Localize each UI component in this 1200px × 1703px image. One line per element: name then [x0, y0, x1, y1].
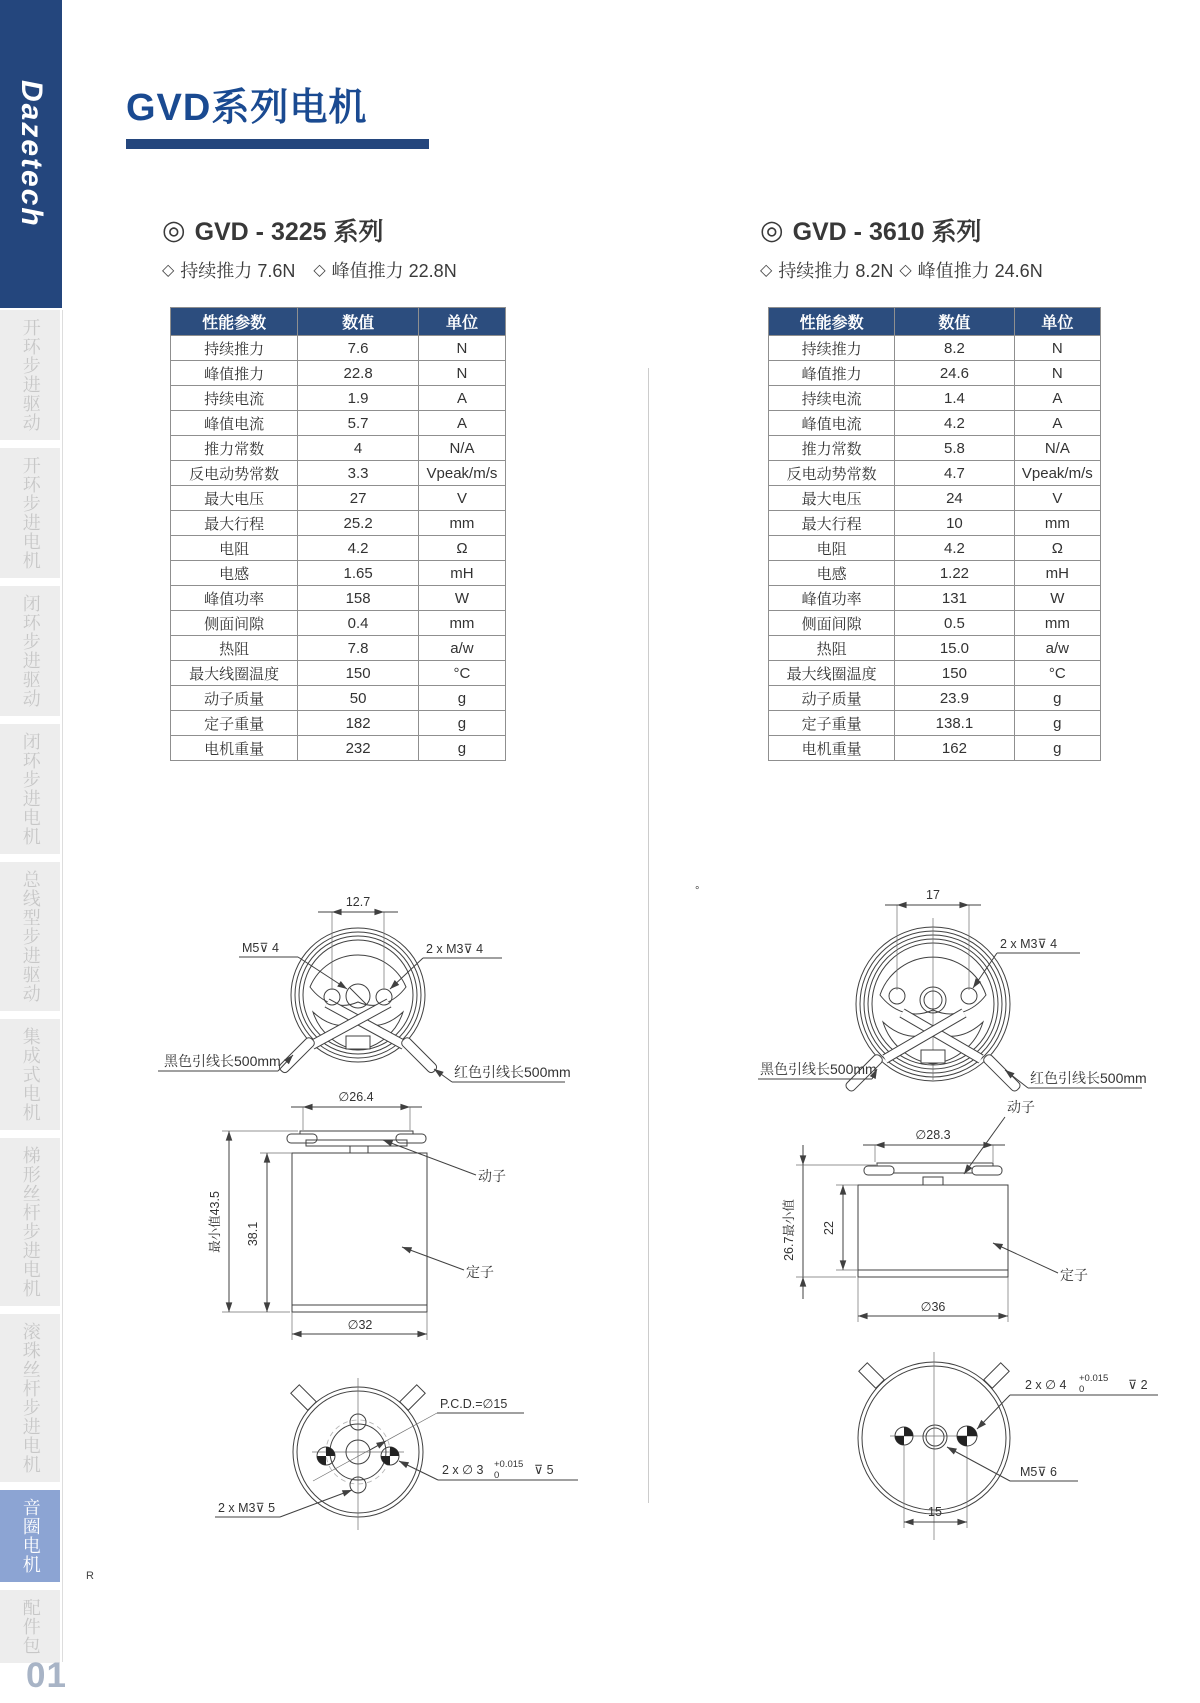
param-unit: W [1014, 586, 1100, 611]
param-unit: mm [1014, 611, 1100, 636]
bottom-view-dimensions [904, 1373, 1158, 1522]
bullet-continuous-force: 持续推力 7.6N [180, 261, 296, 281]
sidebar-item[interactable] [0, 1490, 60, 1582]
sidebar-item[interactable] [0, 310, 60, 440]
param-value: 4.2 [895, 536, 1015, 561]
section-header-gvd-3610 [760, 212, 1043, 283]
label-stator: 定子 [466, 1264, 494, 1280]
bullet-continuous-force: 持续推力 8.2N [778, 261, 894, 281]
col-header-unit: 单位 [1014, 308, 1100, 336]
param-unit: V [418, 486, 505, 511]
param-unit: Vpeak/m/s [1014, 461, 1100, 486]
dim-mover-diameter: ∅26.4 [338, 1090, 374, 1104]
spec-header-row [769, 308, 1101, 336]
spec-row [769, 711, 1101, 736]
param-name: 最大行程 [769, 511, 895, 536]
label-black-wire: 黑色引线长500mm [760, 1061, 877, 1077]
param-unit: N [1014, 361, 1100, 386]
param-name: 最大行程 [171, 511, 298, 536]
label-tolerance-lower: 0 [494, 1470, 500, 1481]
spec-row [769, 336, 1101, 361]
param-unit: g [1014, 736, 1100, 761]
label-red-wire: 红色引线长500mm [454, 1064, 571, 1080]
bullseye-icon: ◎ [760, 214, 784, 245]
param-unit: A [418, 411, 505, 436]
param-unit: mm [418, 511, 505, 536]
spec-row [769, 436, 1101, 461]
sidebar-item-label: 集成式电机 [20, 1027, 41, 1122]
param-name: 最大线圈温度 [171, 661, 298, 686]
page-number: 01 [26, 1656, 67, 1695]
technical-drawing-gvd-3610 [680, 840, 1180, 1560]
sidebar-item[interactable] [0, 1138, 60, 1306]
dim-body-height: 22 [822, 1221, 836, 1235]
brand-logo-strip [0, 0, 62, 308]
spec-row [769, 511, 1101, 536]
diamond-icon: ◇ [313, 262, 326, 279]
label-tolerance-lower: 0 [1079, 1384, 1085, 1395]
param-unit: mm [1014, 511, 1100, 536]
label-stator: 定子 [1060, 1267, 1088, 1283]
param-name: 持续推力 [769, 336, 895, 361]
spec-row [769, 611, 1101, 636]
param-value: 158 [298, 586, 419, 611]
sidebar-item-label: 配件包 [20, 1598, 41, 1655]
top-view [278, 928, 438, 1074]
spec-row [171, 711, 506, 736]
param-value: 4.2 [895, 411, 1015, 436]
param-value: 7.6 [298, 336, 419, 361]
param-name: 电机重量 [171, 736, 298, 761]
param-unit: mH [418, 561, 505, 586]
sidebar-item[interactable] [0, 1314, 60, 1482]
sidebar-item-label: 开环步进电机 [20, 456, 41, 570]
spec-row [769, 586, 1101, 611]
col-header-value: 数值 [895, 308, 1015, 336]
param-value: 0.4 [298, 611, 419, 636]
param-name: 最大线圈温度 [769, 661, 895, 686]
sidebar-item[interactable] [0, 448, 60, 578]
label-hole-depth: ⊽ 2 [1128, 1378, 1148, 1392]
sidebar-item[interactable] [0, 586, 60, 716]
param-unit: N/A [418, 436, 505, 461]
side-view [858, 1163, 1008, 1277]
param-value: 24 [895, 486, 1015, 511]
param-name: 峰值推力 [769, 361, 895, 386]
col-header-parameter: 性能参数 [171, 308, 298, 336]
param-name: 持续电流 [769, 386, 895, 411]
param-name: 峰值电流 [171, 411, 298, 436]
spec-row [769, 486, 1101, 511]
spec-row [171, 536, 506, 561]
param-value: 4 [298, 436, 419, 461]
param-unit: Ω [1014, 536, 1100, 561]
param-name: 定子重量 [769, 711, 895, 736]
param-name: 电机重量 [769, 736, 895, 761]
param-name: 峰值电流 [769, 411, 895, 436]
label-m3-thread: 2 x M3⊽ 4 [426, 942, 484, 956]
param-name: 持续推力 [171, 336, 298, 361]
dim-mount-spacing: 17 [926, 888, 940, 902]
param-value: 1.22 [895, 561, 1015, 586]
param-name: 推力常数 [769, 436, 895, 461]
label-mover: 动子 [478, 1168, 506, 1184]
param-unit: g [418, 736, 505, 761]
param-value: 150 [298, 661, 419, 686]
dim-stator-diameter: ∅36 [920, 1300, 946, 1314]
param-name: 最大电压 [769, 486, 895, 511]
sidebar-divider [62, 310, 63, 1662]
param-value: 23.9 [895, 686, 1015, 711]
param-name: 峰值推力 [171, 361, 298, 386]
spec-row [171, 461, 506, 486]
bottom-view [291, 1378, 437, 1530]
spec-row [171, 511, 506, 536]
label-black-wire: 黑色引线长500mm [164, 1053, 281, 1069]
param-name: 电阻 [769, 536, 895, 561]
param-unit: mH [1014, 561, 1100, 586]
param-name: 侧面间隙 [171, 611, 298, 636]
sidebar-item-label: 梯形丝杆步进电机 [20, 1146, 41, 1298]
sidebar-item[interactable] [0, 724, 60, 854]
diamond-icon: ◇ [899, 262, 912, 279]
param-unit: a/w [418, 636, 505, 661]
spec-row [171, 561, 506, 586]
param-name: 持续电流 [171, 386, 298, 411]
param-unit: a/w [1014, 636, 1100, 661]
param-unit: N [418, 361, 505, 386]
param-name: 动子质量 [171, 686, 298, 711]
param-name: 峰值功率 [171, 586, 298, 611]
label-red-wire: 红色引线长500mm [1030, 1070, 1147, 1086]
param-value: 10 [895, 511, 1015, 536]
param-value: 138.1 [895, 711, 1015, 736]
param-name: 推力常数 [171, 436, 298, 461]
spec-row [171, 436, 506, 461]
param-unit: °C [1014, 661, 1100, 686]
stray-mark-dot: ° [695, 885, 700, 897]
param-value: 232 [298, 736, 419, 761]
spec-row [769, 736, 1101, 761]
spec-row [171, 611, 506, 636]
col-header-unit: 单位 [418, 308, 505, 336]
spec-row [769, 361, 1101, 386]
param-value: 3.3 [298, 461, 419, 486]
spec-row [769, 636, 1101, 661]
param-unit: V [1014, 486, 1100, 511]
param-value: 25.2 [298, 511, 419, 536]
param-name: 电阻 [171, 536, 298, 561]
bullet-peak-force: 峰值推力 24.6N [917, 261, 1043, 281]
dim-total-height-min: 26.7最小值 [782, 1199, 796, 1261]
param-unit: g [1014, 711, 1100, 736]
sidebar-item-label: 闭环步进驱动 [20, 594, 41, 708]
label-m3-bottom: 2 x M3⊽ 5 [218, 1501, 276, 1515]
col-header-value: 数值 [298, 308, 419, 336]
dim-total-height-min: 最小值43.5 [208, 1191, 222, 1253]
spec-table-gvd-3610 [768, 307, 1101, 761]
param-value: 24.6 [895, 361, 1015, 386]
param-name: 热阻 [171, 636, 298, 661]
param-value: 5.7 [298, 411, 419, 436]
param-value: 150 [895, 661, 1015, 686]
title-underline-bar [126, 139, 429, 149]
param-unit: g [1014, 686, 1100, 711]
param-name: 动子质量 [769, 686, 895, 711]
spec-row [171, 386, 506, 411]
spec-row [769, 661, 1101, 686]
series-title: GVD - 3225 系列 [194, 218, 384, 246]
param-value: 7.8 [298, 636, 419, 661]
param-name: 热阻 [769, 636, 895, 661]
label-dowel-holes: 2 x ∅ 4 [1025, 1378, 1067, 1392]
side-view-dimensions [207, 1090, 506, 1340]
dim-mount-spacing: 12.7 [345, 895, 371, 909]
param-unit: A [1014, 411, 1100, 436]
param-value: 4.2 [298, 536, 419, 561]
technical-drawing-gvd-3225 [150, 840, 620, 1540]
param-value: 4.7 [895, 461, 1015, 486]
bullet-peak-force: 峰值推力 22.8N [331, 261, 457, 281]
param-name: 反电动势常数 [171, 461, 298, 486]
param-value: 162 [895, 736, 1015, 761]
label-dowel-holes: 2 x ∅ 3 [442, 1463, 484, 1477]
spec-header-row [171, 308, 506, 336]
label-mover: 动子 [1007, 1099, 1035, 1115]
label-m5-thread: M5⊽ 4 [242, 941, 279, 955]
param-unit: A [418, 386, 505, 411]
sidebar-item-label: 滚珠丝杆步进电机 [20, 1322, 41, 1474]
sidebar-nav [0, 310, 62, 1663]
param-value: 22.8 [298, 361, 419, 386]
param-value: 5.8 [895, 436, 1015, 461]
spec-row [171, 661, 506, 686]
param-value: 27 [298, 486, 419, 511]
param-unit: W [418, 586, 505, 611]
param-unit: g [418, 711, 505, 736]
param-value: 8.2 [895, 336, 1015, 361]
dim-stator-diameter: ∅32 [347, 1318, 373, 1332]
param-value: 1.65 [298, 561, 419, 586]
param-unit: °C [418, 661, 505, 686]
dim-body-height: 38.1 [246, 1221, 260, 1247]
param-name: 定子重量 [171, 711, 298, 736]
label-pcd: P.C.D.=∅15 [440, 1397, 508, 1411]
spec-row [769, 411, 1101, 436]
spec-row [171, 736, 506, 761]
param-value: 1.4 [895, 386, 1015, 411]
param-unit: mm [418, 611, 505, 636]
param-name: 电感 [171, 561, 298, 586]
brand-logo: Dazetech [15, 80, 48, 228]
side-view-dimensions [781, 1099, 1088, 1322]
label-hole-depth: ⊽ 5 [534, 1463, 554, 1477]
sidebar-item-label: 开环步进驱动 [20, 318, 41, 432]
spec-row [769, 686, 1101, 711]
param-unit: A [1014, 386, 1100, 411]
label-m3-thread: 2 x M3⊽ 4 [1000, 937, 1058, 951]
param-unit: N [1014, 336, 1100, 361]
param-value: 1.9 [298, 386, 419, 411]
label-tolerance-upper: +0.015 [494, 1459, 524, 1470]
param-value: 0.5 [895, 611, 1015, 636]
sidebar-item-label: 总线型步进驱动 [20, 870, 41, 1003]
diamond-icon: ◇ [760, 262, 773, 279]
param-unit: g [418, 686, 505, 711]
section-header-gvd-3225 [162, 212, 457, 283]
page-title: GVD系列电机 [126, 87, 368, 129]
param-value: 50 [298, 686, 419, 711]
spec-row [171, 486, 506, 511]
label-m5-bottom: M5⊽ 6 [1020, 1465, 1057, 1479]
spec-row [171, 361, 506, 386]
dim-mover-diameter: ∅28.3 [915, 1128, 951, 1142]
col-header-parameter: 性能参数 [769, 308, 895, 336]
param-unit: N [418, 336, 505, 361]
param-value: 15.0 [895, 636, 1015, 661]
diamond-icon: ◇ [162, 262, 175, 279]
spec-row [171, 636, 506, 661]
spec-row [769, 461, 1101, 486]
sidebar-item[interactable] [0, 1019, 60, 1130]
series-title: GVD - 3610 系列 [792, 218, 982, 246]
column-divider [648, 368, 649, 1503]
param-name: 侧面间隙 [769, 611, 895, 636]
param-unit: Ω [418, 536, 505, 561]
param-value: 131 [895, 586, 1015, 611]
bullseye-icon: ◎ [162, 214, 186, 245]
spec-row [171, 411, 506, 436]
spec-row [769, 536, 1101, 561]
side-view [287, 1131, 427, 1312]
param-name: 电感 [769, 561, 895, 586]
stray-mark-r: R [86, 1570, 94, 1582]
spec-row [171, 586, 506, 611]
sidebar-item[interactable] [0, 1590, 60, 1663]
param-unit: N/A [1014, 436, 1100, 461]
spec-row [171, 686, 506, 711]
sidebar-item-label: 闭环步进电机 [20, 732, 41, 846]
param-value: 182 [298, 711, 419, 736]
spec-row [769, 386, 1101, 411]
spec-table-gvd-3225 [170, 307, 506, 761]
sidebar-item[interactable] [0, 862, 60, 1011]
param-name: 峰值功率 [769, 586, 895, 611]
label-tolerance-upper: +0.015 [1079, 1373, 1109, 1384]
param-unit: Vpeak/m/s [418, 461, 505, 486]
spec-row [171, 336, 506, 361]
dim-hole-spacing: 15 [928, 1505, 942, 1519]
spec-row [769, 561, 1101, 586]
sidebar-item-label: 音圈电机 [20, 1498, 41, 1574]
param-name: 最大电压 [171, 486, 298, 511]
param-name: 反电动势常数 [769, 461, 895, 486]
